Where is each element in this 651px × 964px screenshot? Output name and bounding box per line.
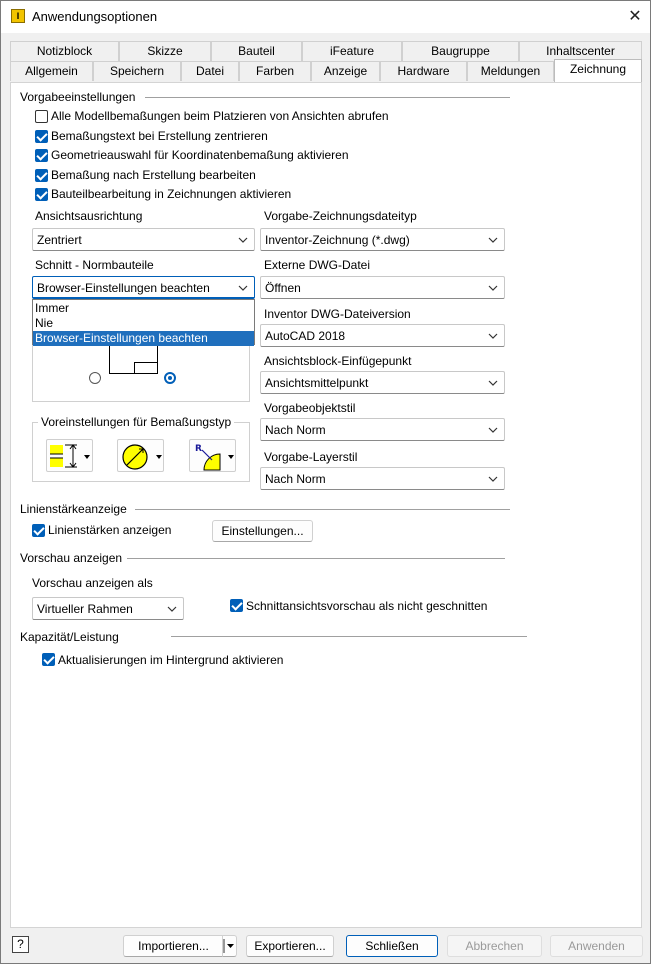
tab-anzeige[interactable]: Anzeige xyxy=(311,61,380,81)
import-button[interactable]: Importieren... xyxy=(123,935,223,957)
chevron-down-icon xyxy=(166,603,178,615)
export-button[interactable]: Exportieren... xyxy=(246,935,334,957)
group-capacity: Kapazität/Leistung xyxy=(20,630,119,644)
tab-skizze[interactable]: Skizze xyxy=(119,41,211,61)
insert-point-select[interactable] xyxy=(260,371,505,394)
tab-farben[interactable]: Farben xyxy=(239,61,311,81)
chevron-down-icon xyxy=(487,234,499,246)
divider xyxy=(171,636,527,637)
label-preview-as: Vorschau anzeigen als xyxy=(32,576,153,590)
title-bar xyxy=(1,1,650,33)
tab-ifeature[interactable]: iFeature xyxy=(302,41,402,61)
option-immer[interactable]: Immer xyxy=(35,301,69,315)
checkbox-background-updates[interactable] xyxy=(42,653,55,666)
radius-dimension-icon xyxy=(190,440,237,473)
dwg-version-value: AutoCAD 2018 xyxy=(265,329,346,343)
group-vorgabeeinstellungen: Vorgabeeinstellungen xyxy=(20,90,136,104)
drawing-filetype-value: Inventor-Zeichnung (*.dwg) xyxy=(265,233,410,247)
tab-bauteil[interactable]: Bauteil xyxy=(211,41,302,61)
preview-as-value: Virtueller Rahmen xyxy=(37,602,133,616)
checkbox-center-dimension-text[interactable] xyxy=(35,130,48,143)
diameter-dimension-icon xyxy=(118,440,165,473)
dwg-version-select[interactable] xyxy=(260,324,505,347)
label-drawing-filetype: Vorgabe-Zeichnungsdateityp xyxy=(264,209,417,223)
lineweight-settings-button[interactable]: Einstellungen... xyxy=(212,520,313,542)
section-parts-select[interactable] xyxy=(32,276,255,299)
tab-hardware[interactable]: Hardware xyxy=(380,61,467,81)
option-browser-settings[interactable]: Browser-Einstellungen beachten xyxy=(33,331,254,346)
divider xyxy=(145,97,510,98)
linear-dimension-preset-button[interactable] xyxy=(46,439,93,472)
linear-dimension-icon xyxy=(47,440,94,473)
chevron-down-icon xyxy=(487,473,499,485)
label-external-dwg: Externe DWG-Datei xyxy=(264,258,371,272)
title-block-shape xyxy=(134,362,158,374)
external-dwg-select[interactable] xyxy=(260,276,505,299)
layer-style-select[interactable] xyxy=(260,467,505,490)
checkbox-section-preview[interactable] xyxy=(230,599,243,612)
view-orientation-select[interactable] xyxy=(32,228,255,251)
section-parts-value: Browser-Einstellungen beachten xyxy=(37,281,210,295)
inventor-app-icon: I xyxy=(11,9,25,23)
tab-allgemein[interactable]: Allgemein xyxy=(10,61,93,81)
insert-point-radio-bottom-right[interactable] xyxy=(164,372,176,384)
label-section-parts: Schnitt - Normbauteile xyxy=(35,258,154,272)
tab-meldungen[interactable]: Meldungen xyxy=(467,61,554,81)
window-title: Anwendungsoptionen xyxy=(32,9,158,24)
option-nie[interactable]: Nie xyxy=(35,316,54,330)
import-split-arrow[interactable] xyxy=(222,935,237,957)
divider xyxy=(135,509,510,510)
checkbox-retrieve-dimensions[interactable] xyxy=(35,110,48,123)
cancel-button[interactable]: Abbrechen xyxy=(447,935,542,957)
chevron-down-icon xyxy=(487,282,499,294)
view-orientation-value: Zentriert xyxy=(37,233,82,247)
label-show-lineweights: Linienstärken anzeigen xyxy=(48,523,172,537)
svg-text:R: R xyxy=(195,444,202,454)
tab-baugruppe[interactable]: Baugruppe xyxy=(402,41,519,61)
label-insert-point: Ansichtsblock-Einfügepunkt xyxy=(264,354,412,368)
chevron-down-icon xyxy=(487,330,499,342)
tab-zeichnung[interactable]: Zeichnung xyxy=(554,59,642,82)
group-lineweight: Linienstärkeanzeige xyxy=(20,502,127,516)
layer-style-value: Nach Norm xyxy=(265,472,326,486)
tab-speichern[interactable]: Speichern xyxy=(93,61,181,81)
label-retrieve-dimensions: Alle Modellbemaßungen beim Platzieren von Ansichten abrufen xyxy=(51,109,389,123)
checkbox-ordinate-selection[interactable] xyxy=(35,149,48,162)
help-icon[interactable]: ? xyxy=(12,936,29,953)
tab-datei[interactable]: Datei xyxy=(181,61,239,81)
label-dwg-version: Inventor DWG-Dateiversion xyxy=(264,307,411,321)
close-icon[interactable]: ✕ xyxy=(628,8,642,25)
diameter-dimension-preset-button[interactable] xyxy=(117,439,164,472)
radius-dimension-preset-button[interactable] xyxy=(189,439,236,472)
insert-point-radio-bottom-left[interactable] xyxy=(89,372,101,384)
caret-down-icon xyxy=(223,936,236,956)
label-layer-style: Vorgabe-Layerstil xyxy=(264,450,358,464)
checkbox-show-lineweights[interactable] xyxy=(32,524,45,537)
checkbox-edit-after-create[interactable] xyxy=(35,169,48,182)
object-style-value: Nach Norm xyxy=(265,423,326,437)
label-center-dimension-text: Bemaßungstext bei Erstellung zentrieren xyxy=(51,129,268,143)
drawing-filetype-select[interactable] xyxy=(260,228,505,251)
apply-button[interactable]: Anwenden xyxy=(550,935,643,957)
label-object-style: Vorgabeobjektstil xyxy=(264,401,356,415)
insert-point-value: Ansichtsmittelpunkt xyxy=(265,376,369,390)
label-part-editing: Bauteilbearbeitung in Zeichnungen aktivieren xyxy=(51,187,292,201)
checkbox-part-editing[interactable] xyxy=(35,188,48,201)
section-parts-dropdown-list xyxy=(32,299,255,345)
divider xyxy=(127,558,505,559)
chevron-down-icon xyxy=(237,234,249,246)
external-dwg-value: Öffnen xyxy=(265,281,301,295)
chevron-down-icon xyxy=(487,424,499,436)
label-edit-after-create: Bemaßung nach Erstellung bearbeiten xyxy=(51,168,256,182)
label-section-preview: Schnittansichtsvorschau als nicht geschnitten xyxy=(246,599,488,613)
label-ordinate-selection: Geometrieauswahl für Koordinatenbemaßung aktivieren xyxy=(51,148,349,162)
label-view-orientation: Ansichtsausrichtung xyxy=(35,209,143,223)
preview-as-select[interactable] xyxy=(32,597,184,620)
label-background-updates: Aktualisierungen im Hintergrund aktivieren xyxy=(58,653,284,667)
chevron-down-icon xyxy=(237,282,249,294)
tab-notizblock[interactable]: Notizblock xyxy=(10,41,119,61)
group-preview: Vorschau anzeigen xyxy=(20,551,123,565)
close-button[interactable]: Schließen xyxy=(346,935,438,957)
object-style-select[interactable] xyxy=(260,418,505,441)
tab-inhaltscenter[interactable]: Inhaltscenter xyxy=(519,41,642,61)
chevron-down-icon xyxy=(487,377,499,389)
label-dimension-presets: Voreinstellungen für Bemaßungstyp xyxy=(38,415,234,429)
